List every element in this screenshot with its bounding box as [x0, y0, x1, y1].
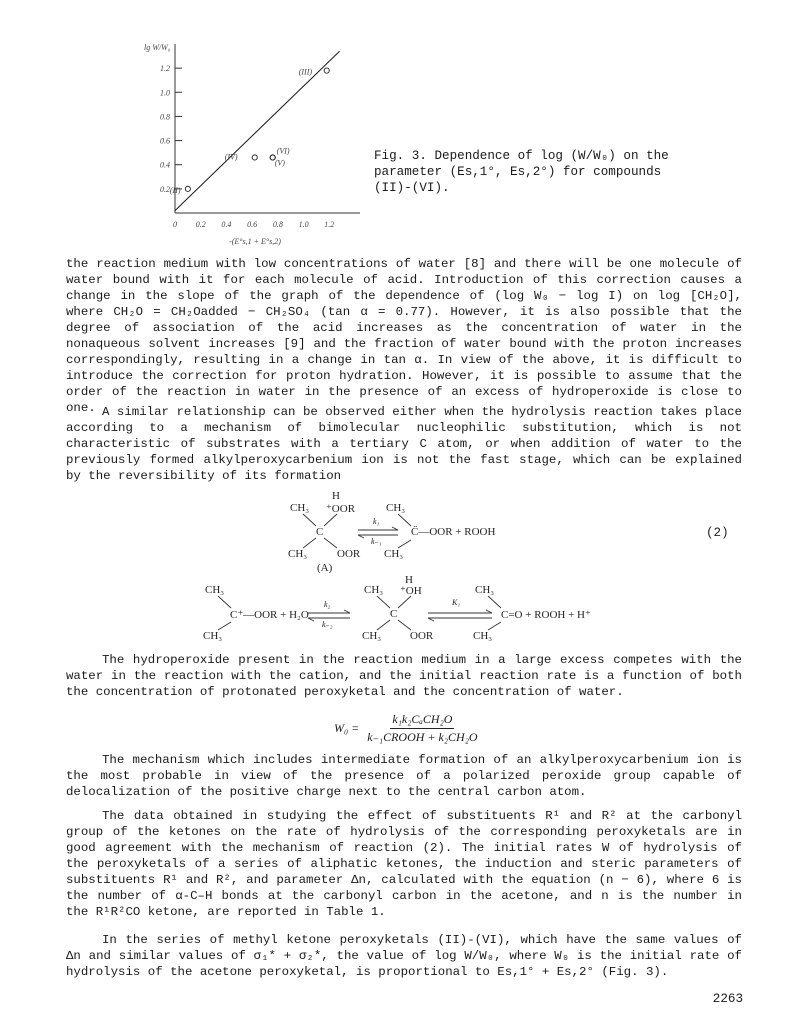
scheme-oor-d: OOR: [410, 630, 434, 642]
scheme-ch3-c1: CH₃: [205, 584, 225, 596]
rate-equation: [334, 712, 480, 745]
point-label: (III): [298, 67, 313, 77]
scheme-ch3-d1: CH₃: [364, 584, 384, 596]
page-number: 2263: [712, 992, 743, 1006]
y-tick-label: 1.0: [160, 88, 170, 98]
scheme-h: H: [332, 490, 340, 502]
scheme-cation-left: C⁺—OOR + H₂O: [230, 609, 309, 621]
paragraph-1: the reaction medium with low concentrations of water [8] and there will be one molecule of water bound with it for each molecule of acid. Introduction of this correction causes a change in the slope of the graph of the dependence of (log W₀ − log I) on log [CH₂O], where CH₂O = CH₂Oadded − CH₂SO₄ (tan α = 0.77). However, it is also possible that the degree of association of the acid increases as the concentration of water in the nonaqueous solvent increases [9] and the fraction of water bound with the proton increases correspondingly, resulting in a change in tan α. In view of the above, it is difficult to introduce the correction for proton hydration. However, it is possible to assume that the order of the reaction in water in the presence of an excess of hydroperoxide is close to one.: [66, 257, 742, 415]
x-tick-label: 0.6: [247, 220, 258, 229]
x-tick-label: 1.2: [324, 220, 335, 229]
scheme-ch3-c2: CH₃: [203, 630, 223, 642]
scheme-k-1: k₋₁: [371, 537, 382, 546]
scheme-ch3-a1: CH₃: [290, 502, 310, 514]
chart-axes: [175, 44, 360, 213]
point-label: (IV): [224, 152, 238, 162]
x-tick-label: 1.0: [298, 220, 309, 229]
y-tick-label: 0.2: [160, 184, 170, 194]
data-point: [252, 155, 257, 160]
scheme-oor-protonated: ⁺OOR: [326, 503, 356, 515]
y-tick-label: 0.4: [160, 160, 170, 170]
scheme-ch3-b1: CH₃: [386, 502, 406, 514]
scheme-k-2: k₋₂: [322, 620, 333, 629]
x-ticks: [173, 220, 334, 229]
scheme-oor-a: OOR: [337, 548, 361, 560]
equation-denominator: k₋₁CROOH + k₂CH₂O: [367, 730, 478, 744]
scheme-ch3-e2: CH₃: [473, 630, 493, 642]
equation-lhs: W₀ =: [334, 721, 360, 735]
data-points: [170, 68, 329, 195]
regression-line: [175, 51, 340, 210]
scheme-label-a: (A): [317, 562, 333, 574]
y-axis-label: lg W/W₀: [144, 43, 171, 52]
scheme-h2: H: [405, 574, 413, 586]
data-point: [185, 186, 190, 191]
point-label: (VI): [276, 146, 290, 156]
paragraph-2: A similar relationship can be observed either when the hydrolysis reaction takes place according to a mechanism of bimolecular nucleophilic substitution, which is not characteristic of substrates with a tertiary C atom, or when addition of water to the previously formed alkylperoxycarbenium ion is not the fast stage, which can be explained by the reversibility of its formation: [66, 405, 742, 483]
y-ticks: [160, 64, 182, 194]
scheme-ch3-d2: CH₃: [362, 630, 382, 642]
y-tick-label: 1.2: [160, 64, 170, 74]
y-tick-label: 0.6: [160, 136, 170, 146]
equation-fraction: [365, 712, 479, 745]
scheme-c-central: C: [316, 526, 324, 538]
paragraph-6: In the series of methyl ketone peroxyketals (II)-(VI), which have the same values of Δn and similar values of σ₁* + σ₂*, the value of log W/W₀, where W₀ is the initial rate of hydrolysis of the acetone peroxyketal, is proportional to Es,1° + Es,2° (Fig. 3).: [66, 933, 742, 979]
scheme-K1: K₁: [452, 598, 461, 607]
reaction-scheme-1: [0, 490, 807, 580]
point-label: (V): [274, 158, 285, 168]
scheme-c-d: C: [390, 608, 398, 620]
equation-numerator: k₁k₂CₐCH₂O: [390, 712, 454, 729]
scheme-cation-right: C̈—OOR + ROOH: [411, 526, 496, 538]
figure-caption: Fig. 3. Dependence of log (W/W₀) on the parameter (Es,1°, Es,2°) for compounds (II)-(VI).: [374, 149, 669, 195]
paragraph-5: The data obtained in studying the effect of substituents R¹ and R² at the carbonyl group of the ketones on the rate of hydrolysis of the corresponding peroxyketals are in good agreement with the mechanism of reaction (2). The initial rates W of hydrolysis of the peroxyketals of a series of aliphatic ketones, the induction and steric parameters of substituents R¹ and R², and parameter Δn, calculated with the equation (n − 6), where 6 is the number of α-C–H bonds at the carbonyl carbon in the acetone, and n is the number in the R¹R²CO ketone, are reported in Table 1.: [66, 809, 742, 919]
scheme-ch3-a2: CH₃: [288, 548, 308, 560]
scheme-ch3-e1: CH₃: [475, 584, 495, 596]
point-label: (II): [169, 185, 181, 195]
data-point: [324, 68, 329, 73]
figure-3-chart: [130, 30, 360, 255]
equation-number: (2): [706, 526, 729, 540]
fit-line: [175, 51, 340, 210]
x-tick-label: 0.8: [272, 220, 283, 229]
scheme-k1: k₁: [373, 517, 380, 526]
x-tick-label: 0.4: [221, 220, 232, 229]
scheme-ketone-products: C=O + ROOH + H⁺: [501, 609, 591, 621]
x-tick-label: 0: [173, 220, 177, 229]
scheme-oh-plus: ⁺OH: [400, 585, 422, 597]
scheme-k2: k₂: [324, 600, 331, 609]
x-tick-label: 0.2: [195, 220, 206, 229]
reaction-scheme-2: [0, 574, 807, 646]
x-axis-label: -(E°s,1 + E°s,2): [229, 237, 281, 246]
paragraph-3: The hydroperoxide present in the reaction medium in a large excess competes with the water in the reaction with the cation, and the initial reaction rate is a function of both the concentration of protonated peroxyketal and the concentration of water.: [66, 653, 742, 699]
y-tick-label: 0.8: [160, 112, 170, 122]
paragraph-4: The mechanism which includes intermediate formation of an alkylperoxycarbenium ion is the most probable in view of the presence of a polarized peroxide group capable of delocalization of the positive charge next to the central carbon atom.: [66, 753, 742, 799]
scheme-ch3-b2: CH₃: [384, 548, 404, 560]
